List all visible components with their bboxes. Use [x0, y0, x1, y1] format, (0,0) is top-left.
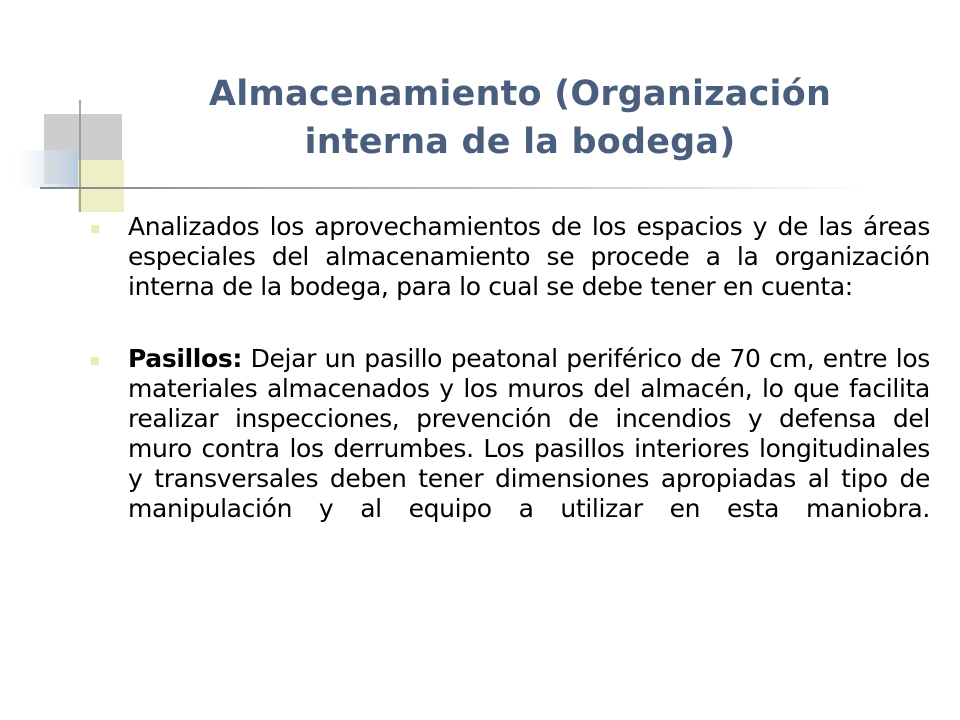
- bullet-text-intro: [128, 212, 930, 302]
- bullet-term: Pasillos:: [128, 344, 243, 373]
- bullet-list: [90, 212, 930, 566]
- bullet-text-body: Dejar un pasillo peatonal periférico de 70 cm, entre los materiales almacenados y los muros del almacén, lo que facilita realizar inspecciones, prevención de incendios y defensa del muro contra los derrumbes. Los pasillos interiores longitudinales y transversales deben tener dimensiones apropiadas al tipo de manipulación y al equipo a utilizar en esta maniobra.: [128, 344, 930, 523]
- title-underline: [40, 187, 870, 189]
- bullet-item: [90, 344, 930, 524]
- deco-square-yellow: [78, 160, 124, 212]
- slide-title: Almacenamiento (Organización interna de la bodega): [208, 74, 832, 162]
- bullet-text-pasillos: [128, 344, 930, 524]
- bullet-square-icon: [91, 225, 99, 233]
- bullet-item: [90, 212, 930, 302]
- deco-square-blue: [12, 150, 78, 188]
- bullet-square-icon: [91, 357, 99, 365]
- bullet-text-body: Analizados los aprovechamientos de los espacios y de las áreas especiales del almacenamiento se procede a la organización interna de la bodega, para lo cual se debe tener en cuenta:: [128, 212, 930, 301]
